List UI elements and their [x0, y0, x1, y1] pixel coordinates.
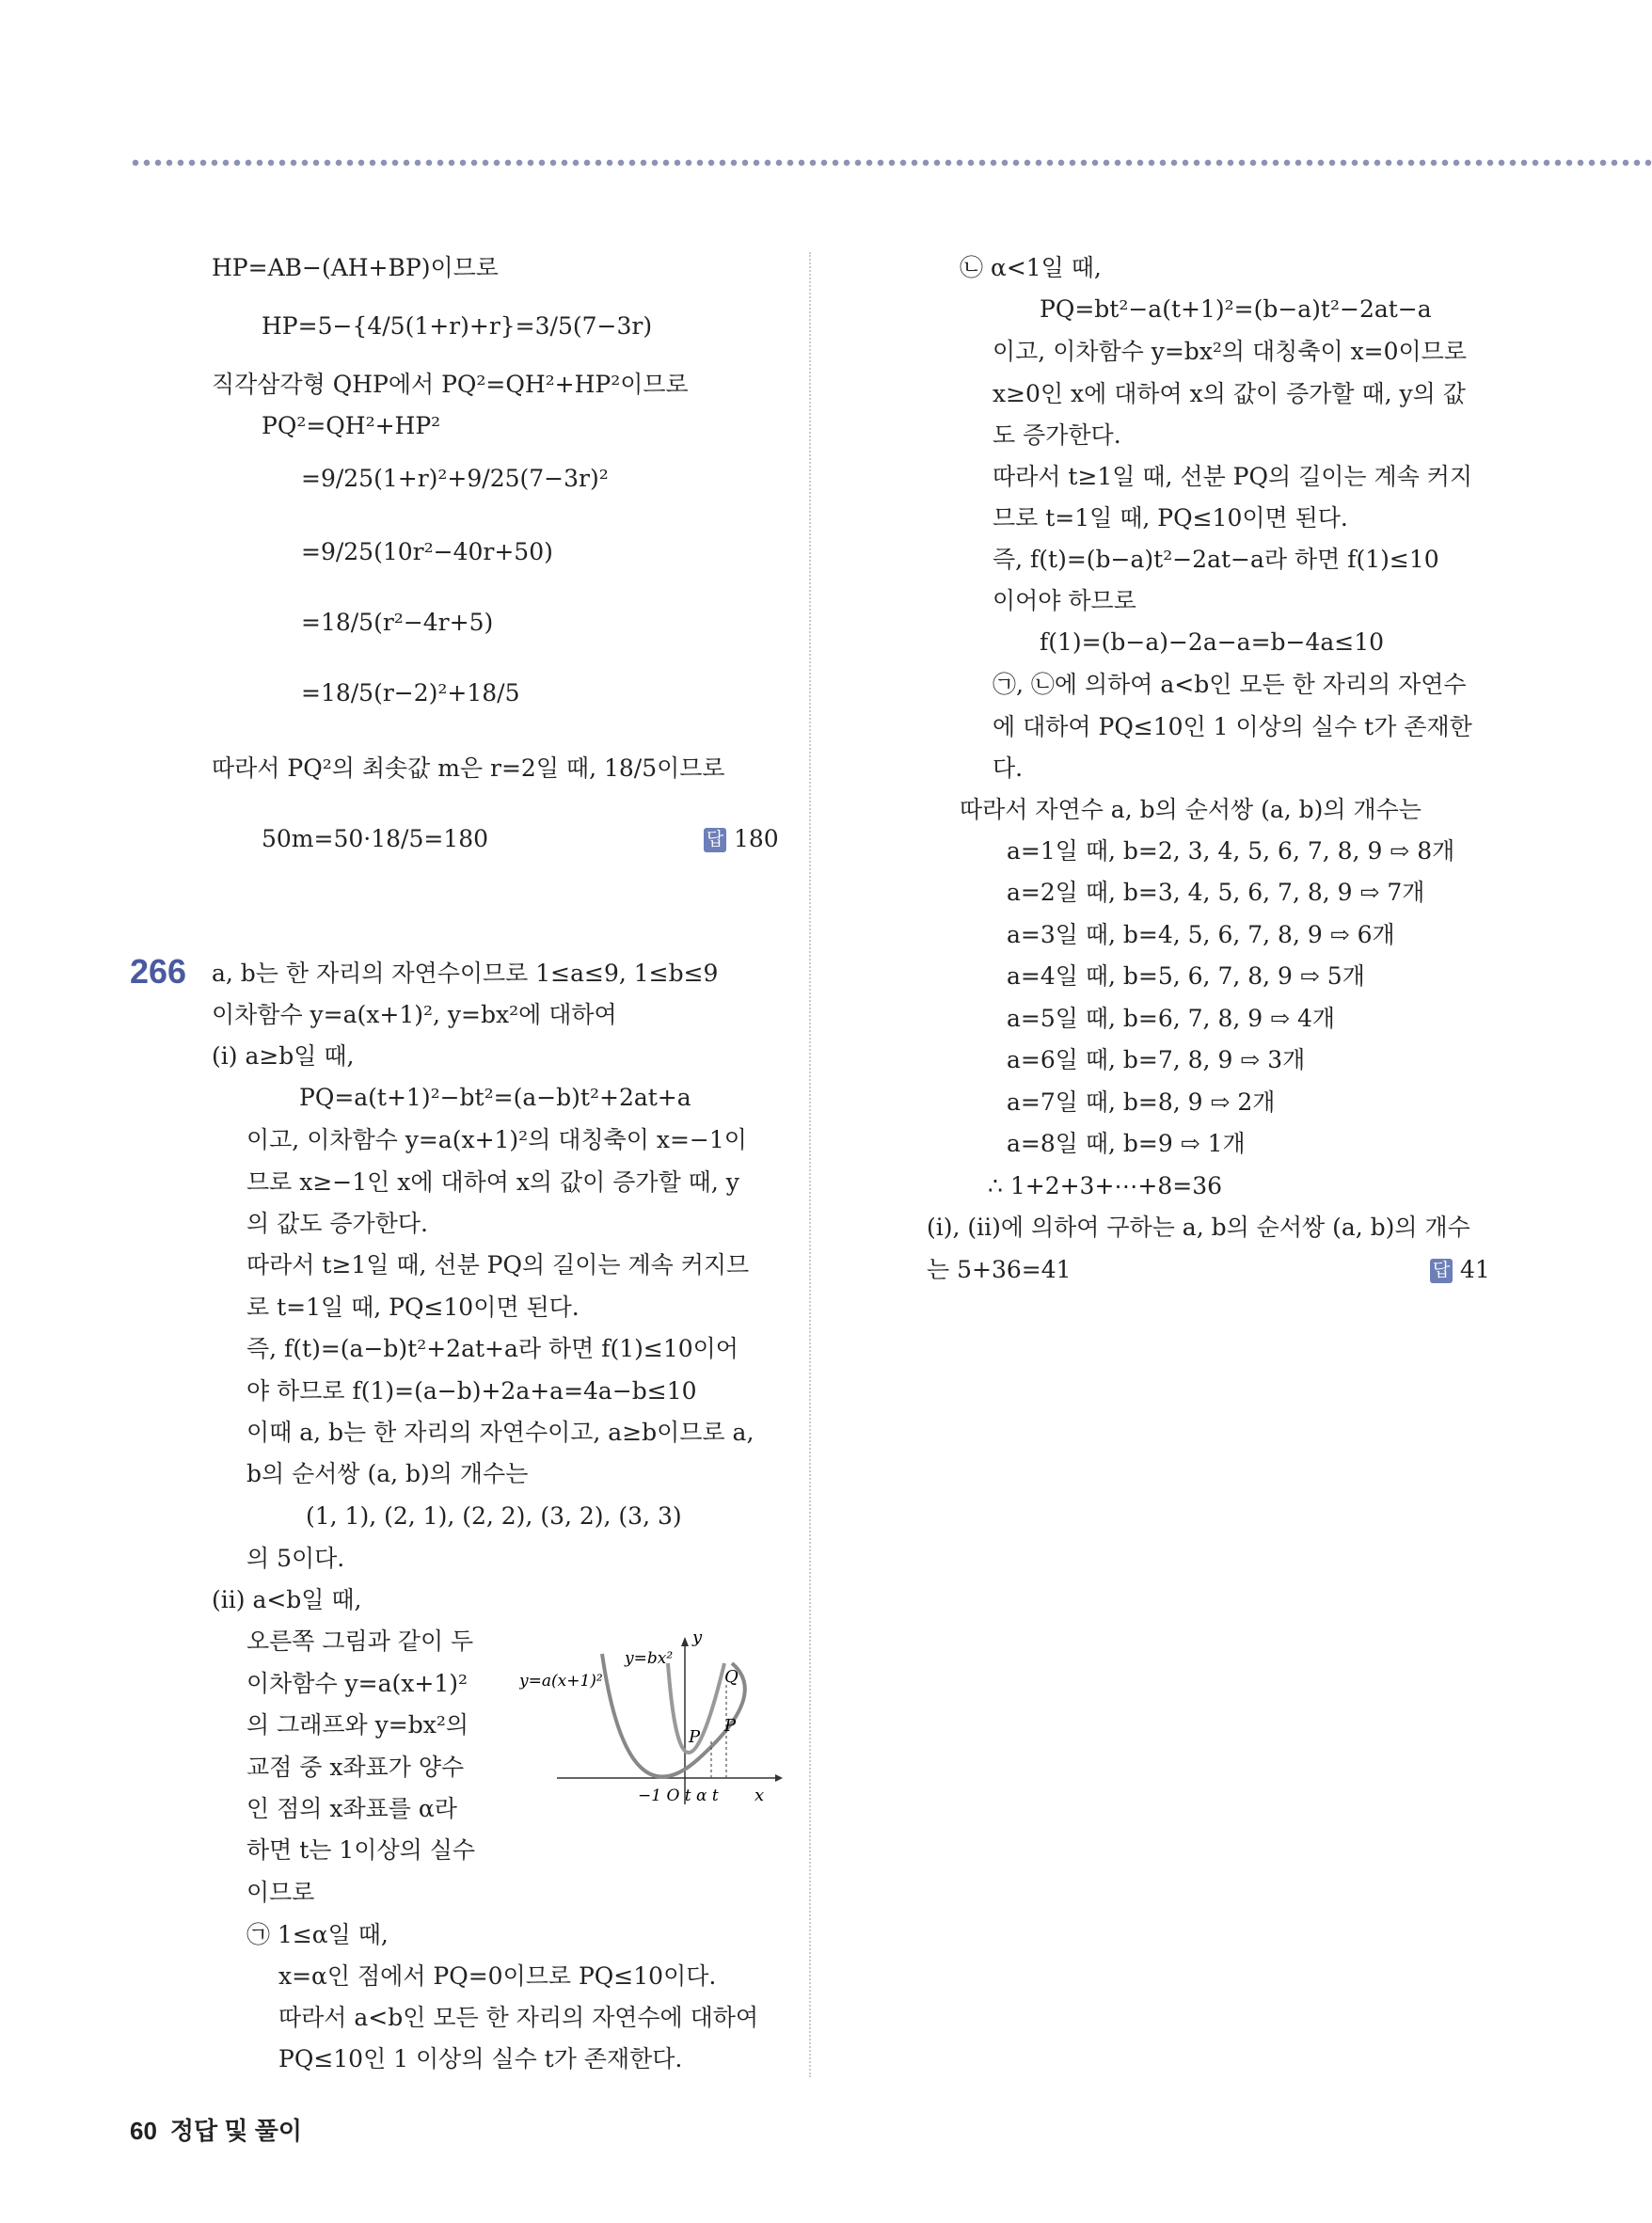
- problem-line: 의 그래프와 y=bx²의: [246, 1711, 469, 1739]
- right-line: a=2일 때, b=3, 4, 5, 6, 7, 8, 9 ⇨ 7개: [1007, 879, 1425, 906]
- intro-line: =9/25(10r²−40r+50): [301, 538, 553, 565]
- problem-line: 의 5이다.: [246, 1545, 345, 1572]
- right-line: 이고, 이차함수 y=bx²의 대칭축이 x=0이므로: [993, 338, 1467, 365]
- x-label: x: [755, 1786, 765, 1804]
- right-line: a=5일 때, b=6, 7, 8, 9 ⇨ 4개: [1007, 1005, 1336, 1032]
- y-label: y: [692, 1628, 703, 1647]
- right-line: PQ=bt²−a(t+1)²=(b−a)t²−2at−a: [1040, 295, 1432, 323]
- answer-value: 180: [734, 825, 779, 852]
- intro-line: 50m=50·18/5=180: [262, 825, 489, 852]
- answer-41: [1430, 1254, 1490, 1286]
- problem-line: x=α인 점에서 PQ=0이므로 PQ≤10이다.: [278, 1962, 717, 1990]
- page-footer: [130, 2112, 302, 2147]
- problem-line: 따라서 a<b인 모든 한 자리의 자연수에 대하여: [278, 2004, 759, 2031]
- right-line: a=7일 때, b=8, 9 ⇨ 2개: [1007, 1088, 1276, 1116]
- right-line: a=8일 때, b=9 ⇨ 1개: [1007, 1130, 1246, 1157]
- answer-value: 41: [1460, 1256, 1490, 1283]
- problem-line: 므로 x≥−1인 x에 대하여 x의 값이 증가할 때, y: [246, 1168, 739, 1196]
- right-line: a=6일 때, b=7, 8, 9 ⇨ 3개: [1007, 1046, 1306, 1073]
- problem-line: (ⅱ) a<b일 때,: [212, 1586, 362, 1613]
- problem-line: b의 순서쌍 (a, b)의 개수는: [246, 1460, 529, 1487]
- right-line: 에 대하여 PQ≤10인 1 이상의 실수 t가 존재한: [993, 713, 1472, 740]
- problem-number: 266: [130, 952, 187, 991]
- intro-line: HP=5−{4/5(1+r)+r}=3/5(7−3r): [262, 312, 653, 340]
- y-axis-arrow: [681, 1637, 689, 1646]
- problem-line: 이때 a, b는 한 자리의 자연수이고, a≥b이므로 a,: [246, 1419, 755, 1446]
- right-line: 도 증가한다.: [993, 421, 1121, 449]
- page-number: 60: [130, 2117, 157, 2145]
- right-line: 즉, f(t)=(b−a)t²−2at−a라 하면 f(1)≤10: [993, 546, 1439, 573]
- answer-180: [704, 823, 779, 855]
- right-line: f(1)=(b−a)−2a−a=b−4a≤10: [1040, 628, 1385, 656]
- problem-line: 교점 중 x좌표가 양수: [246, 1754, 465, 1781]
- intro-line: 따라서 PQ²의 최솟값 m은 r=2일 때, 18/5이므로: [212, 754, 725, 782]
- right-line: 따라서 자연수 a, b의 순서쌍 (a, b)의 개수는: [960, 796, 1422, 823]
- problem-line: 이고, 이차함수 y=a(x+1)²의 대칭축이 x=−1이: [246, 1126, 747, 1153]
- problem-line: 따라서 t≥1일 때, 선분 PQ의 길이는 계속 커지므: [246, 1251, 750, 1278]
- right-line: 이어야 하므로: [993, 587, 1136, 614]
- parabola-graph: [519, 1626, 783, 1804]
- problem-line: 하면 t는 1이상의 실수: [246, 1836, 475, 1864]
- intro-line: =18/5(r−2)²+18/5: [301, 679, 520, 707]
- answer-tag: 답: [1430, 1259, 1453, 1283]
- problem-line: PQ=a(t+1)²−bt²=(a−b)t²+2at+a: [299, 1084, 691, 1111]
- intro-line: HP=AB−(AH+BP)이므로: [212, 254, 499, 281]
- curve-b-label: y=bx²: [625, 1649, 674, 1668]
- point-q-label: Q: [724, 1667, 739, 1687]
- column-divider: [809, 252, 811, 2077]
- problem-line: ㉠ 1≤α일 때,: [246, 1921, 389, 1948]
- right-line: ∴ 1+2+3+⋯+8=36: [988, 1172, 1223, 1199]
- problem-line: 인 점의 x좌표를 α라: [246, 1795, 457, 1822]
- answer-tag: 답: [704, 828, 726, 852]
- problem-line: 로 t=1일 때, PQ≤10이면 된다.: [246, 1294, 580, 1321]
- right-line: a=1일 때, b=2, 3, 4, 5, 6, 7, 8, 9 ⇨ 8개: [1007, 837, 1455, 865]
- right-line: 므로 t=1일 때, PQ≤10이면 된다.: [993, 504, 1348, 532]
- problem-line: a, b는 한 자리의 자연수이므로 1≤a≤9, 1≤b≤9: [212, 960, 719, 987]
- right-line: 다.: [993, 754, 1024, 782]
- right-line: 따라서 t≥1일 때, 선분 PQ의 길이는 계속 커지: [993, 463, 1473, 490]
- point-p-label: P: [689, 1727, 701, 1747]
- right-line: (ⅰ), (ⅱ)에 의하여 구하는 a, b의 순서쌍 (a, b)의 개수: [927, 1214, 1470, 1241]
- curve-a-label: y=a(x+1)²: [519, 1672, 603, 1691]
- x-axis-arrow: [775, 1774, 783, 1782]
- axis-ticks-label: −1 O t α t: [638, 1786, 719, 1804]
- intro-line: 직각삼각형 QHP에서 PQ²=QH²+HP²이므로: [212, 371, 689, 398]
- right-line: 는 5+36=41: [927, 1256, 1072, 1283]
- problem-line: (ⅰ) a≥b일 때,: [212, 1042, 355, 1070]
- intro-line: =9/25(1+r)²+9/25(7−3r)²: [301, 465, 609, 492]
- section-title: 정답 및 풀이: [169, 2117, 302, 2145]
- problem-line: (1, 1), (2, 1), (2, 2), (3, 2), (3, 3): [306, 1502, 682, 1530]
- dotted-header-rule: [130, 158, 1652, 167]
- problem-line: 야 하므로 f(1)=(a−b)+2a+a=4a−b≤10: [246, 1377, 697, 1405]
- right-line: ㉠, ㉡에 의하여 a<b인 모든 한 자리의 자연수: [993, 671, 1467, 698]
- right-line: ㉡ α<1일 때,: [960, 254, 1102, 281]
- problem-line: 이차함수 y=a(x+1)², y=bx²에 대하여: [212, 1001, 617, 1028]
- intro-line: =18/5(r²−4r+5): [301, 609, 494, 636]
- problem-line: 즉, f(t)=(a−b)t²+2at+a라 하면 f(1)≤10이어: [246, 1335, 739, 1362]
- problem-line: 이므로: [246, 1879, 315, 1906]
- problem-line: 오른쪽 그림과 같이 두: [246, 1628, 474, 1655]
- right-line: a=3일 때, b=4, 5, 6, 7, 8, 9 ⇨ 6개: [1007, 921, 1395, 948]
- problem-line: PQ≤10인 1 이상의 실수 t가 존재한다.: [278, 2045, 683, 2072]
- intro-line: PQ²=QH²+HP²: [262, 412, 441, 439]
- right-line: x≥0인 x에 대하여 x의 값이 증가할 때, y의 값: [993, 380, 1466, 407]
- problem-line: 의 값도 증가한다.: [246, 1210, 428, 1237]
- problem-line: 이차함수 y=a(x+1)²: [246, 1670, 469, 1697]
- right-line: a=4일 때, b=5, 6, 7, 8, 9 ⇨ 5개: [1007, 962, 1365, 990]
- point-p-label: P: [724, 1716, 737, 1736]
